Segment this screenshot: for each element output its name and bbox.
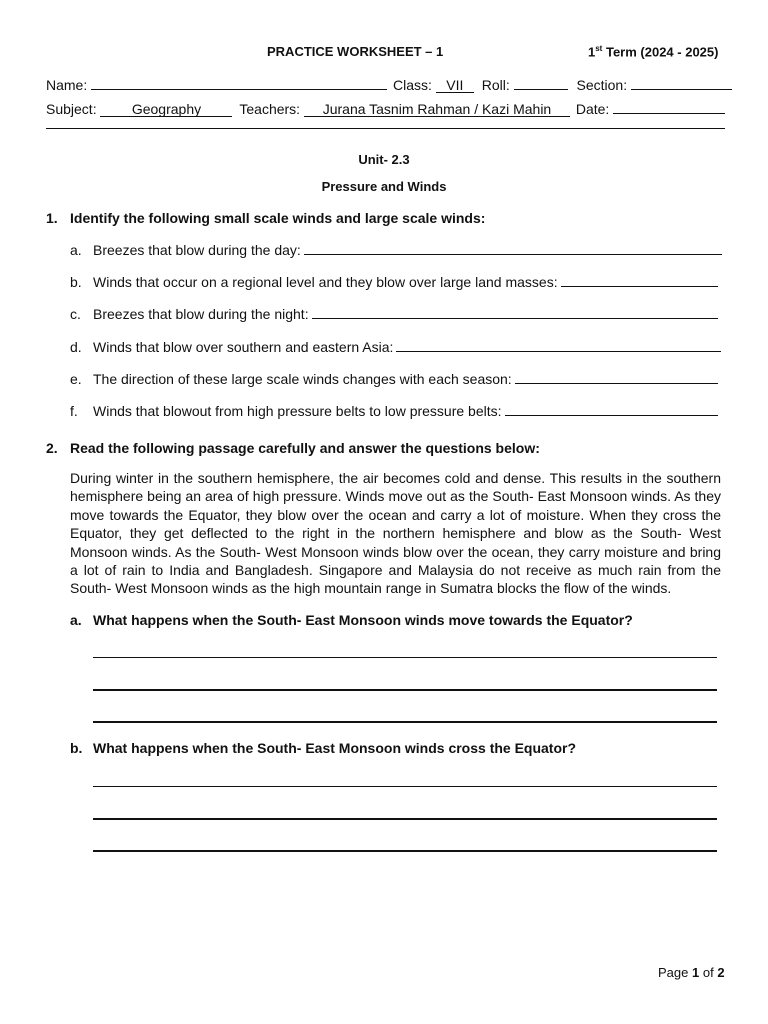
section-label: Section:	[576, 77, 628, 93]
answer-blank[interactable]	[312, 318, 718, 319]
question-1-prompt: Identify the following small scale winds and large scale winds:	[70, 210, 486, 226]
answer-blank[interactable]	[561, 286, 718, 287]
worksheet-title: PRACTICE WORKSHEET – 1	[267, 44, 444, 59]
q1-item-f	[70, 403, 718, 419]
item-text: Breezes that blow during the day:	[93, 242, 301, 258]
answer-blank[interactable]	[505, 415, 718, 416]
sub-question-text: What happens when the South- East Monsoon winds move towards the Equator?	[93, 612, 633, 628]
date-field[interactable]	[613, 101, 725, 114]
q1-item-a	[70, 242, 722, 258]
roll-label: Roll:	[481, 77, 510, 93]
info-row-1	[46, 77, 726, 93]
reading-passage: During winter in the southern hemisphere, the air becomes cold and dense. This results in the southern hemisphere being an area of high pressure. Winds move out as the South- East Monsoon winds. As they move towards the Equator, they blow over the ocean and carry a lot of moisture. When they cross the Equator, they get deflected to the right in the northern hemisphere and blow as the South- West Monsoon winds. As the South- West Monsoon winds blow over the ocean, they carry moisture and bring a lot of rain to India and Bangladesh. Singapore and Malaysia do not receive as much rain from the South- West Monsoon winds as the high mountain range in Sumatra blocks the flow of the winds.	[70, 470, 721, 597]
item-text: Breezes that blow during the night:	[93, 306, 309, 322]
item-label: a.	[70, 242, 82, 258]
unit-title: Pressure and Winds	[321, 179, 447, 194]
section-field[interactable]	[631, 77, 732, 90]
answer-blank[interactable]	[304, 254, 722, 255]
question-2-prompt: Read the following passage carefully and answer the questions below:	[70, 440, 540, 456]
item-text: Winds that blow over southern and eastern Asia:	[93, 339, 394, 355]
term-label	[588, 44, 718, 59]
page-number	[658, 965, 725, 980]
answer-line[interactable]	[93, 721, 717, 723]
item-text: Winds that occur on a regional level and they blow over large land masses:	[93, 274, 558, 290]
question-2	[46, 440, 540, 456]
class-label: Class:	[393, 77, 432, 93]
term-text: Term (2024 - 2025)	[602, 44, 719, 60]
name-label: Name:	[46, 77, 88, 93]
date-label: Date:	[575, 101, 610, 117]
answer-line[interactable]	[93, 786, 717, 787]
question-1-number: 1.	[46, 210, 58, 226]
item-label: e.	[70, 371, 82, 387]
q2-sub-question-a	[70, 612, 633, 628]
answer-line[interactable]	[93, 657, 717, 658]
answer-line[interactable]	[93, 689, 717, 691]
info-row-2	[46, 101, 726, 117]
answer-blank[interactable]	[515, 383, 718, 384]
page-total: 2	[717, 965, 725, 980]
sub-question-text: What happens when the South- East Monsoon winds cross the Equator?	[93, 740, 577, 756]
answer-line[interactable]	[93, 818, 717, 820]
item-text: The direction of these large scale winds changes with each season:	[93, 371, 512, 387]
unit-number: Unit- 2.3	[358, 152, 410, 167]
question-2-number: 2.	[46, 440, 58, 456]
item-label: d.	[70, 339, 82, 355]
subject-label: Subject:	[46, 101, 97, 117]
item-label: c.	[70, 306, 81, 322]
item-label: b.	[70, 274, 82, 290]
q2-sub-question-b	[70, 740, 576, 756]
header-divider	[46, 128, 725, 129]
q1-item-c	[70, 306, 718, 322]
q1-item-d	[70, 339, 721, 355]
teachers-label: Teachers:	[239, 101, 301, 117]
term-number: 1	[588, 44, 596, 60]
page-word: Page	[658, 965, 689, 980]
page-current: 1	[692, 965, 700, 980]
answer-blank[interactable]	[396, 351, 721, 352]
question-1	[46, 210, 485, 226]
item-text: Winds that blowout from high pressure belts to low pressure belts:	[93, 403, 502, 419]
sub-question-label: b.	[70, 740, 83, 756]
answer-line[interactable]	[93, 850, 717, 852]
q1-item-b	[70, 274, 718, 290]
subject-field[interactable]: Geography	[100, 102, 232, 117]
class-field[interactable]: VII	[436, 78, 474, 93]
item-label: f.	[70, 403, 78, 419]
term-superscript: st	[595, 44, 603, 53]
q1-item-e	[70, 371, 718, 387]
roll-field[interactable]	[514, 77, 568, 90]
page-of: of	[702, 965, 714, 980]
teachers-field[interactable]: Jurana Tasnim Rahman / Kazi Mahin	[304, 102, 570, 117]
sub-question-label: a.	[70, 612, 82, 628]
name-field[interactable]	[91, 77, 387, 90]
